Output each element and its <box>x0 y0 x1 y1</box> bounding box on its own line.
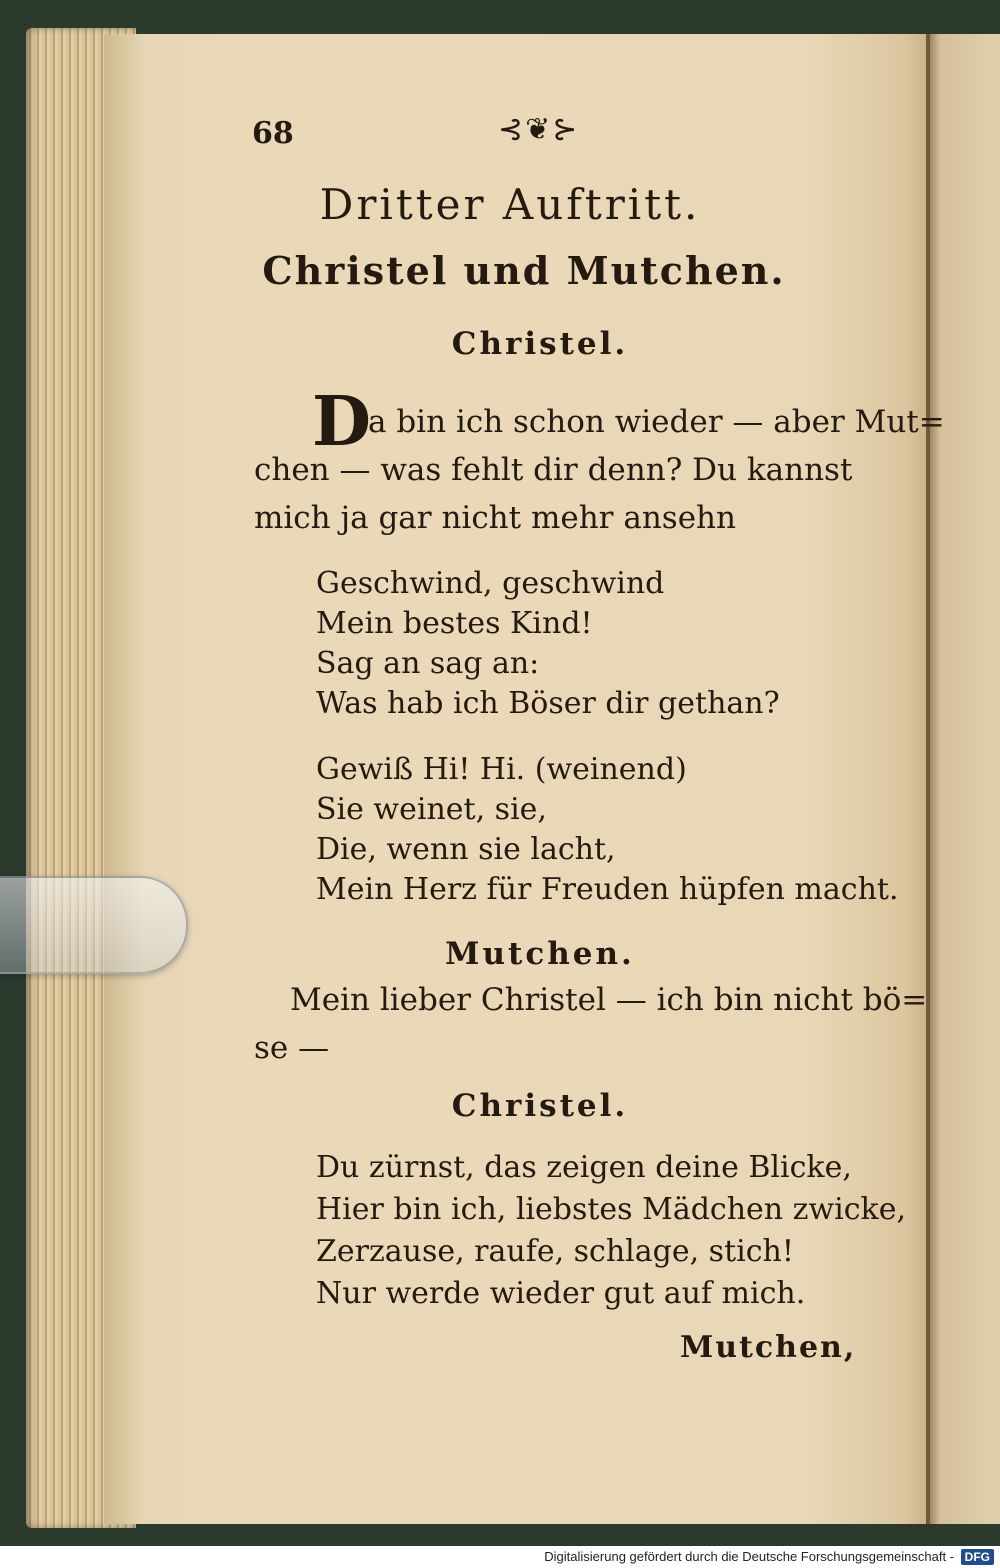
drop-initial: D <box>312 382 371 462</box>
verse-line: Geschwind, geschwind <box>316 566 665 601</box>
verse-line: Zerzause, raufe, schlage, stich! <box>316 1234 794 1269</box>
footer-bar <box>0 1546 1000 1568</box>
verse-line: Mein Herz für Freuden hüpfen macht. <box>316 872 899 907</box>
verse-line: Nur werde wieder gut auf mich. <box>316 1276 806 1311</box>
prose-line: mich ja gar nicht mehr ansehn <box>254 500 736 536</box>
prose-line: a bin ich schon wieder — aber Mut= <box>368 404 945 440</box>
page-holder-clip <box>0 876 188 974</box>
verse-line: Die, wenn sie lacht, <box>316 832 616 867</box>
catchword: Mutchen, <box>680 1330 857 1365</box>
verse-line: Was hab ich Böser dir gethan? <box>316 686 780 721</box>
scene-characters: Christel und Mutchen. <box>262 248 786 293</box>
verse-line: Sag an sag an: <box>316 646 540 681</box>
prose-line: se — <box>254 1030 330 1066</box>
speaker-christel-1: Christel. <box>451 326 629 362</box>
speaker-mutchen: Mutchen. <box>445 936 635 972</box>
header-ornament: ⊰❦⊱ <box>498 112 580 147</box>
verse-line: Mein bestes Kind! <box>316 606 593 641</box>
verse-line: Du zürnst, das zeigen deine Blicke, <box>316 1150 852 1185</box>
prose-line: chen — was fehlt dir denn? Du kannst <box>254 452 853 488</box>
footer-credit: Digitalisierung gefördert durch die Deutsche Forschungsgemeinschaft - <box>544 1549 954 1564</box>
prose-line: Mein lieber Christel — ich bin nicht bö= <box>290 982 928 1018</box>
verse-line: Hier bin ich, liebstes Mädchen zwicke, <box>316 1192 907 1227</box>
speaker-christel-2: Christel. <box>451 1088 629 1124</box>
dfg-logo: DFG <box>961 1549 994 1565</box>
page-number: 68 <box>252 116 294 151</box>
verse-line: Gewiß Hi! Hi. (weinend) <box>316 752 687 787</box>
scene-title: Dritter Auftritt. <box>319 180 701 229</box>
verse-line: Sie weinet, sie, <box>316 792 547 827</box>
